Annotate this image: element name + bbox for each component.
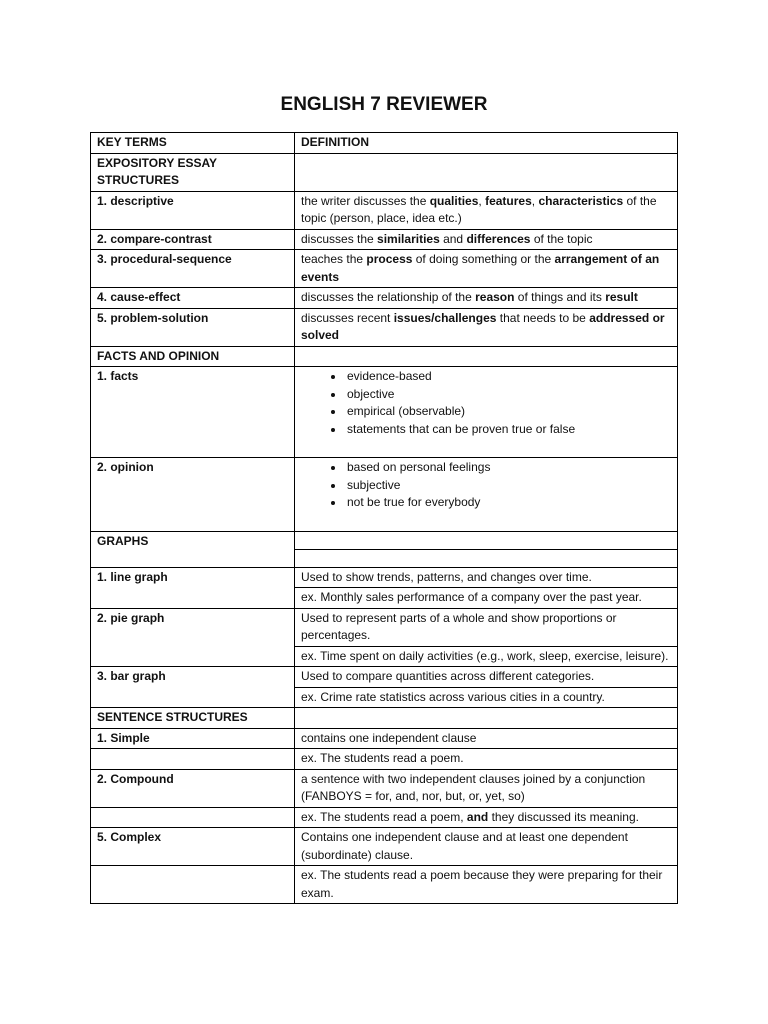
section-heading-sentences: SENTENCE STRUCTURES [91, 708, 295, 729]
section-heading-expository: EXPOSITORY ESSAY STRUCTURES [91, 153, 295, 191]
header-definition: DEFINITION [295, 133, 678, 154]
definition-opinion [295, 458, 678, 532]
term-compound: 2. Compound [91, 769, 295, 807]
empty-cell [295, 549, 678, 567]
table-row [91, 828, 678, 866]
text: , [531, 193, 539, 208]
term-opinion: 2. opinion [91, 458, 295, 532]
definition-bar-graph: Used to compare quantities across different categories. [295, 667, 678, 688]
text: the writer discusses the [301, 193, 430, 208]
term-procedural: 3. procedural-sequence [91, 250, 295, 288]
text: discusses the relationship of the [301, 290, 476, 304]
definition-procedural [295, 250, 678, 288]
bold-text: characteristics [538, 193, 624, 208]
definition-cause-effect [295, 288, 678, 309]
bold-text: differences [466, 231, 531, 246]
table-row [91, 667, 678, 688]
table-row [91, 567, 678, 588]
table-row [91, 749, 678, 770]
header-key-terms: KEY TERMS [91, 133, 295, 154]
list-item: • based on personal feelings [345, 459, 671, 477]
section-row [91, 153, 678, 191]
section-heading-facts: FACTS AND OPINION [91, 346, 295, 367]
text: of doing something or the [412, 252, 555, 266]
bold-text: process [366, 252, 413, 266]
section-row [91, 531, 678, 549]
list-item: • subjective [345, 477, 671, 495]
definition-compare-contrast [295, 229, 678, 250]
term-line-graph: 1. line graph [91, 567, 295, 608]
text: they discussed its meaning. [488, 809, 639, 824]
bold-text: addressed or solved [301, 310, 665, 342]
definition-pie-graph: Used to represent parts of a whole and show proportions or percentages. [295, 608, 678, 646]
list-item: • empirical (observable) [345, 403, 671, 421]
bold-text: similarities [377, 231, 440, 246]
text: discusses recent [301, 310, 394, 325]
bold-text: features [485, 193, 532, 208]
empty-cell [295, 346, 678, 367]
text: that needs to be [496, 310, 590, 325]
term-pie-graph: 2. pie graph [91, 608, 295, 667]
term-simple: 1. Simple [91, 728, 295, 749]
example-compound [295, 807, 678, 828]
list-item: • evidence-based [345, 368, 671, 386]
example-simple: ex. The students read a poem. [295, 749, 678, 770]
term-cause-effect: 4. cause-effect [91, 288, 295, 309]
facts-list [301, 368, 671, 438]
text: and [439, 231, 467, 246]
definition-simple: contains one independent clause [295, 728, 678, 749]
bold-text: issues/challenges [393, 310, 497, 325]
term-facts: 1. facts [91, 367, 295, 458]
table-row [91, 458, 678, 532]
text: of things and its [514, 290, 606, 304]
bold-text: qualities [429, 193, 479, 208]
table-row [91, 728, 678, 749]
table-header-row [91, 133, 678, 154]
section-heading-graphs: GRAPHS [91, 531, 295, 567]
table-row [91, 250, 678, 288]
term-bar-graph: 3. bar graph [91, 667, 295, 708]
example-bar-graph: ex. Crime rate statistics across various cities in a country. [295, 687, 678, 708]
term-complex: 5. Complex [91, 828, 295, 866]
empty-cell [91, 807, 295, 828]
definition-descriptive [295, 191, 678, 229]
table-row [91, 807, 678, 828]
term-problem-solution: 5. problem-solution [91, 308, 295, 346]
section-row [91, 346, 678, 367]
text: teaches the [301, 252, 367, 266]
empty-cell [295, 708, 678, 729]
table-row [91, 191, 678, 229]
text: of the topic (person, place, idea etc.) [301, 193, 657, 225]
table-row [91, 288, 678, 309]
reviewer-table [90, 132, 678, 904]
table-row [91, 367, 678, 458]
empty-cell [295, 153, 678, 191]
example-pie-graph: ex. Time spent on daily activities (e.g., work, sleep, exercise, leisure). [295, 646, 678, 667]
definition-facts [295, 367, 678, 458]
list-item: • statements that can be proven true or false [345, 421, 671, 439]
text: of the topic [530, 231, 593, 246]
list-item: • not be true for everybody [345, 494, 671, 512]
table-row [91, 866, 678, 904]
empty-cell [91, 749, 295, 770]
text: ex. The students read a poem, [301, 809, 467, 824]
table-row [91, 308, 678, 346]
definition-problem-solution [295, 308, 678, 346]
table-row [91, 608, 678, 646]
text: , [478, 193, 486, 208]
term-compare-contrast: 2. compare-contrast [91, 229, 295, 250]
bold-text: arrangement of an events [301, 252, 660, 284]
list-item: • objective [345, 386, 671, 404]
empty-cell [91, 866, 295, 904]
example-complex: ex. The students read a poem because they were preparing for their exam. [295, 866, 678, 904]
definition-compound: a sentence with two independent clauses joined by a conjunction (FANBOYS = for, and, nor, but, or, yet, so) [295, 769, 678, 807]
bold-text: reason [475, 290, 515, 304]
example-line-graph: ex. Monthly sales performance of a company over the past year. [295, 588, 678, 609]
definition-complex: Contains one independent clause and at least one dependent (subordinate) clause. [295, 828, 678, 866]
table-row [91, 229, 678, 250]
text: discusses the [301, 231, 378, 246]
page-title: ENGLISH 7 REVIEWER [280, 94, 488, 115]
term-descriptive: 1. descriptive [91, 191, 295, 229]
empty-cell [295, 531, 678, 549]
bold-text: result [605, 290, 638, 304]
opinion-list [301, 459, 671, 512]
section-row [91, 708, 678, 729]
table-row [91, 769, 678, 807]
bold-text: and [466, 809, 489, 824]
definition-line-graph: Used to show trends, patterns, and changes over time. [295, 567, 678, 588]
